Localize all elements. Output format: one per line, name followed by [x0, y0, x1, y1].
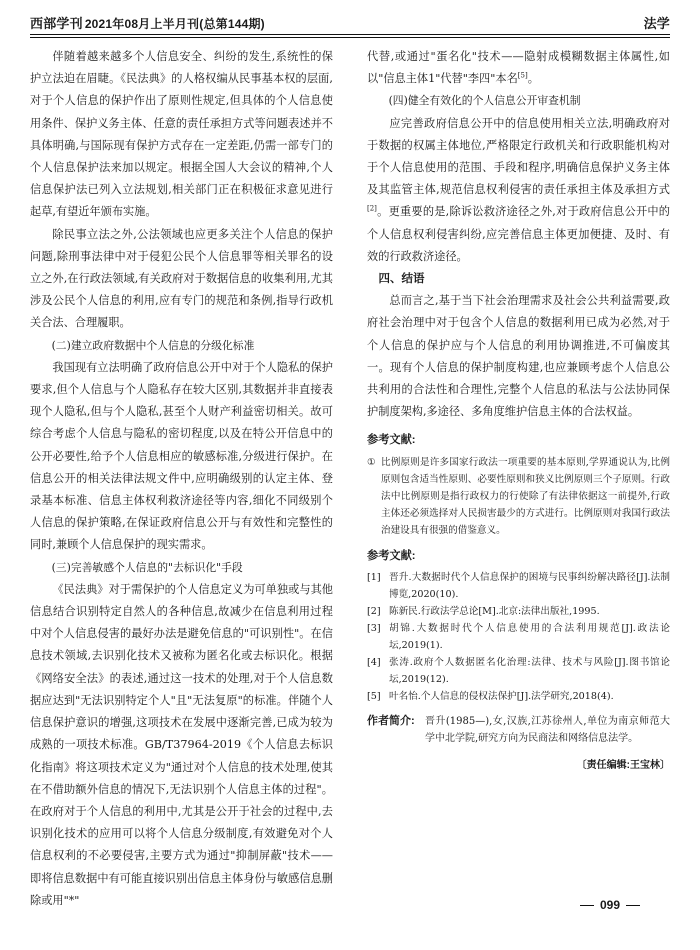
- references-heading: 参考文献:: [367, 549, 416, 562]
- subsection-heading: (三)完善敏感个人信息的"去标识化"手段: [51, 560, 243, 574]
- reference-number: [5]: [367, 690, 381, 702]
- reference-text: 叶名怡.个人信息的侵权法保护[J].法学研究,2018(4).: [389, 690, 614, 702]
- author-text: 晋升(1985—),女,汉族,江苏徐州人,单位为南京师范大学中北学院,研究方向为民商法和网络信息法学。: [425, 715, 670, 744]
- reference-text: 晋升.大数据时代个人信息保护的困境与民事纠纷解决路径[J].法制博览,2020(10).: [389, 571, 670, 600]
- paragraph: 《民法典》对于需保护的个人信息定义为可单独或与其他信息结合识别特定自然人的各种信息,故减少在信息利用过程中对个人信息侵害的最好办法是避免信息的"可识别性"。在信息技术领域,去识别化技术又被称为匿名化或去标识化。根据《网络安全法》的表述,通过这一技术的处理,对于个人信息数据应达到"无法识别特定个人"且"无法复原"的标准。伴随个人信息保护意识的增强,这项技术在发展中逐渐完善,已成为较为成熟的一项技术标准。GB/T37964-2019《个人信息去标识化指南》将这项技术定义为"通过对个人信息的技术处理,使其在不借助额外信息的情况下,无法识别个人信息主体的过程"。在政府对于个人信息的利用中,尤其是公开于社会的过程中,去识别化技术的应用可以将个人信息分级制度,有效避免对个人信息权利的不必要侵害,主要方式为通过"抑制屏蔽"技术——即将信息数据中有可能直接识别出信息主体身份与敏感信息删除或用"*": [30, 582, 333, 907]
- page-number-text: 099: [599, 898, 620, 912]
- section-label: 法学: [643, 17, 670, 32]
- footnote-mark: ①: [367, 456, 376, 468]
- left-column: [30, 46, 333, 912]
- reference-number: [1]: [367, 571, 381, 583]
- reference-list: [367, 569, 670, 705]
- issue-info: 2021年08月上半月刊(总第144期): [84, 17, 265, 31]
- reference-number: [2]: [367, 605, 381, 617]
- paragraph: 代替,或通过"蛋名化"技术——隐射成模糊数据主体属性,如以"信息主体1"代替"李四"本名[5]。: [367, 50, 670, 86]
- footnote-text: 比例原则是许多国家行政法一项重要的基本原则,学界通说认为,比例原则包含适当性原则、必要性原则和狭义比例原则三个子原则。行政法中比例原则是指行政权力的行使除了有法律依据这一前提外,行政主体还必须选择对人民损害最少的方式进行。比例原则对我国行政法治建设具有很强的借鉴意义。: [381, 456, 670, 536]
- right-column: [367, 46, 670, 777]
- header-rule: [30, 34, 670, 38]
- editor-credit: 〔责任编辑:王宝林〕: [576, 759, 670, 771]
- page-dash: [580, 905, 594, 906]
- author-bio: [367, 713, 670, 747]
- reference-item: [367, 654, 670, 688]
- header-left: [30, 13, 265, 32]
- reference-text: 陈新民.行政法学总论[M].北京:法律出版社,1995.: [389, 605, 600, 617]
- paragraph: [367, 113, 670, 268]
- reference-item: [367, 569, 670, 603]
- author-label: 作者简介:: [367, 714, 415, 727]
- reference-item: [367, 620, 670, 654]
- reference-item: [367, 688, 670, 705]
- paragraph-text: 。更重要的是,除诉讼救济途径之外,对于政府信息公开中的个人信息权利侵害纠纷,应完善信息主体更加便捷、及时、有效的行政救济途径。: [367, 205, 670, 263]
- reference-item: [367, 603, 670, 620]
- paragraph-text: 应完善政府信息公开中的信息使用相关立法,明确政府对于数据的权属主体地位,严格限定行政机关和行政职能机构对于个人信息使用的范围、手段和程序,明确信息保护义务主体及其监管主体,规范信息权利侵害的责任承担主体及承担方式: [367, 116, 670, 197]
- reference-number: [4]: [367, 656, 381, 668]
- paragraph: 总而言之,基于当下社会治理需求及社会公共利益需要,政府社会治理中对于包含个人信息的数据利用已成为必然,对于个人信息的保护应与个人信息的利用协调推进,不可偏废其一。现有个人信息的保护制度构建,也应兼顾考虑个人信息公共利用的合法性和合理性,完整个人信息的私法与公法协同保护制度架构,多途径、多角度维护信息主体的合法权益。: [367, 294, 670, 419]
- page-number: [580, 898, 640, 912]
- section-heading: 四、结语: [378, 273, 425, 286]
- paragraph: 伴随着越来越多个人信息安全、纠纷的发生,系统性的保护立法迫在眉睫。《民法典》的人格权编从民事基本权的层面,对于个人信息的保护作出了原则性规定,但具体的个人信息使用条件、保护义务主体、任意的责任承担方式等问题表述并不具体明确,与国际现有保护方式存在一定差距,仍需一部专门的个人信息保护法来加以规定。根据全国人大会议的精神,个人信息保护法已列入立法规划,相关部门正在积极征求意见进行起草,有望近年颁布实施。: [30, 50, 333, 219]
- page-dash: [626, 905, 640, 906]
- citation-mark: [5]: [517, 71, 528, 80]
- notes-heading: 参考文献:: [367, 434, 416, 447]
- footnote: [367, 454, 670, 539]
- citation-mark: [2]: [367, 204, 377, 213]
- reference-number: [3]: [367, 622, 381, 634]
- paragraph-text: 代替,或通过"蛋名化"技术——隐射成模糊数据主体属性,如以"信息主体1"代替"李四"本名: [367, 50, 670, 86]
- paragraph: 除民事立法之外,公法领域也应更多关注个人信息的保护问题,除刑事法律中对于侵犯公民个人信息罪等相关罪名的设立之外,在行政法领域,有关政府对于数据信息的收集利用,尤其涉及公民个人信息的利用,应有专门的规范和条例,指导行政机关合法、合理履职。: [30, 227, 333, 330]
- paragraph: 我国现有立法明确了政府信息公开中对于个人隐私的保护要求,但个人信息与个人隐私存在较大区别,其数据并非直接表现个人隐私,但与个人隐私,甚至个人财产利益密切相关。故可综合考虑个人信息与隐私的密切程度,以及在特公开信息中的公开必要性,给予个人信息相应的敏感标准,分级进行保护。在信息公开的相关法律法规文件中,应明确级别的认定主体、登录基本标准、信息主体权利救济途径等内容,细化不同级别个人信息的保护策略,在保证政府信息公开与有效性和完整性的同时,兼顾个人信息保护的现实需求。: [30, 360, 333, 552]
- running-header: [30, 10, 670, 32]
- reference-text: 张涛.政府个人数据匿名化治理:法律、技术与风险[J].图书馆论坛,2019(12).: [389, 656, 670, 685]
- reference-text: 胡锦.大数据时代个人信息使用的合法利用规范[J].政法论坛,2019(1).: [389, 622, 670, 651]
- subsection-heading: (二)建立政府数据中个人信息的分级化标准: [51, 338, 255, 352]
- subsection-heading: (四)健全有效化的个人信息公开审查机制: [388, 94, 581, 108]
- journal-name: 西部学刊: [30, 17, 83, 32]
- footnotes: [367, 454, 670, 539]
